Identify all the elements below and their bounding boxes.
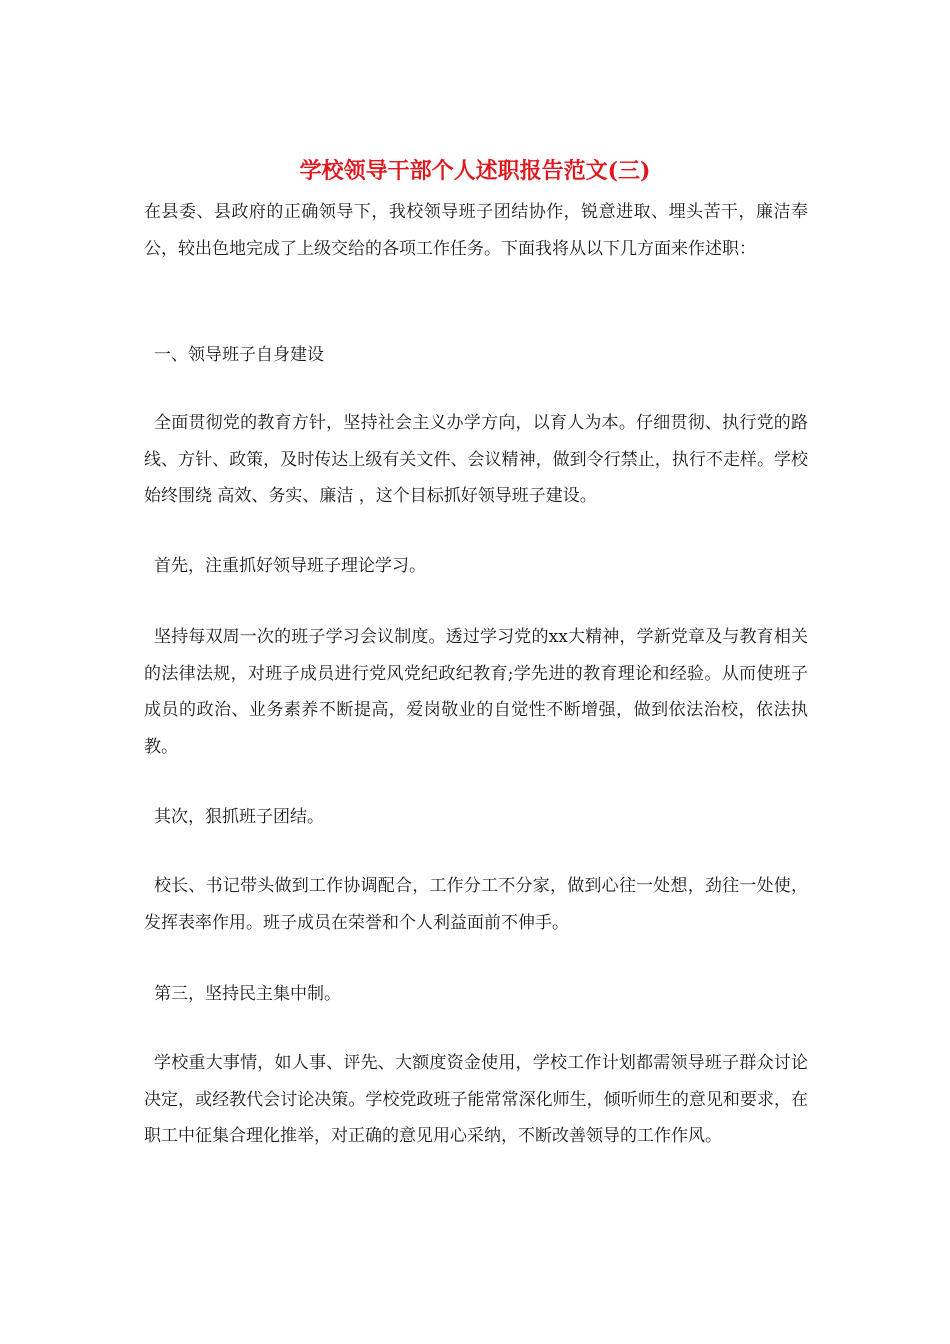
document-title: 学校领导干部个人述职报告范文(三) bbox=[299, 158, 651, 184]
paragraph-third-point: 第三，坚持民主集中制。 bbox=[154, 984, 341, 1004]
paragraph-democratic-decisions: 学校重大事情，如人事、评先、大额度资金使用，学校工作计划都需领导班子群众讨论决定，或经教代会讨论决策。学校党政班子能常常深化师生，倾听师生的意见和要求，在职工中征集合理化推举，对正确的意见用心采纳，不断改善领导的工作作风。 bbox=[144, 1053, 808, 1146]
paragraph-cooperation: 校长、书记带头做到工作协调配合，工作分工不分家，做到心往一处想，劲往一处使，发挥表率作用。班子成员在荣誉和个人利益面前不伸手。 bbox=[144, 876, 808, 933]
paragraph-study-system: 坚持每双周一次的班子学习会议制度。透过学习党的xx大精神，学新党章及与教育相关的法律法规，对班子成员进行党风党纪政纪教育;学先进的教育理论和经验。从而使班子成员的政治、业务素养不断提高，爱岗敬业的自觉性不断增强，做到依法治校，依法执教。 bbox=[144, 627, 808, 757]
section-heading-leadership: 一、领导班子自身建设 bbox=[154, 345, 324, 365]
paragraph-second-point: 其次，狠抓班子团结。 bbox=[154, 807, 324, 827]
intro-paragraph: 在县委、县政府的正确领导下，我校领导班子团结协作，锐意进取、埋头苦干，廉洁奉公，较出色地完成了上级交给的各项工作任务。下面我将从以下几方面来作述职： bbox=[144, 202, 808, 259]
paragraph-first-point: 首先，注重抓好领导班子理论学习。 bbox=[154, 556, 426, 576]
paragraph-education-policy: 全面贯彻党的教育方针，坚持社会主义办学方向，以育人为本。仔细贯彻、执行党的路线、方针、政策，及时传达上级有关文件、会议精神，做到令行禁止，执行不走样。学校始终围绕 高效、务实、廉洁 ，这个目标抓好领导班子建设。 bbox=[144, 413, 808, 506]
